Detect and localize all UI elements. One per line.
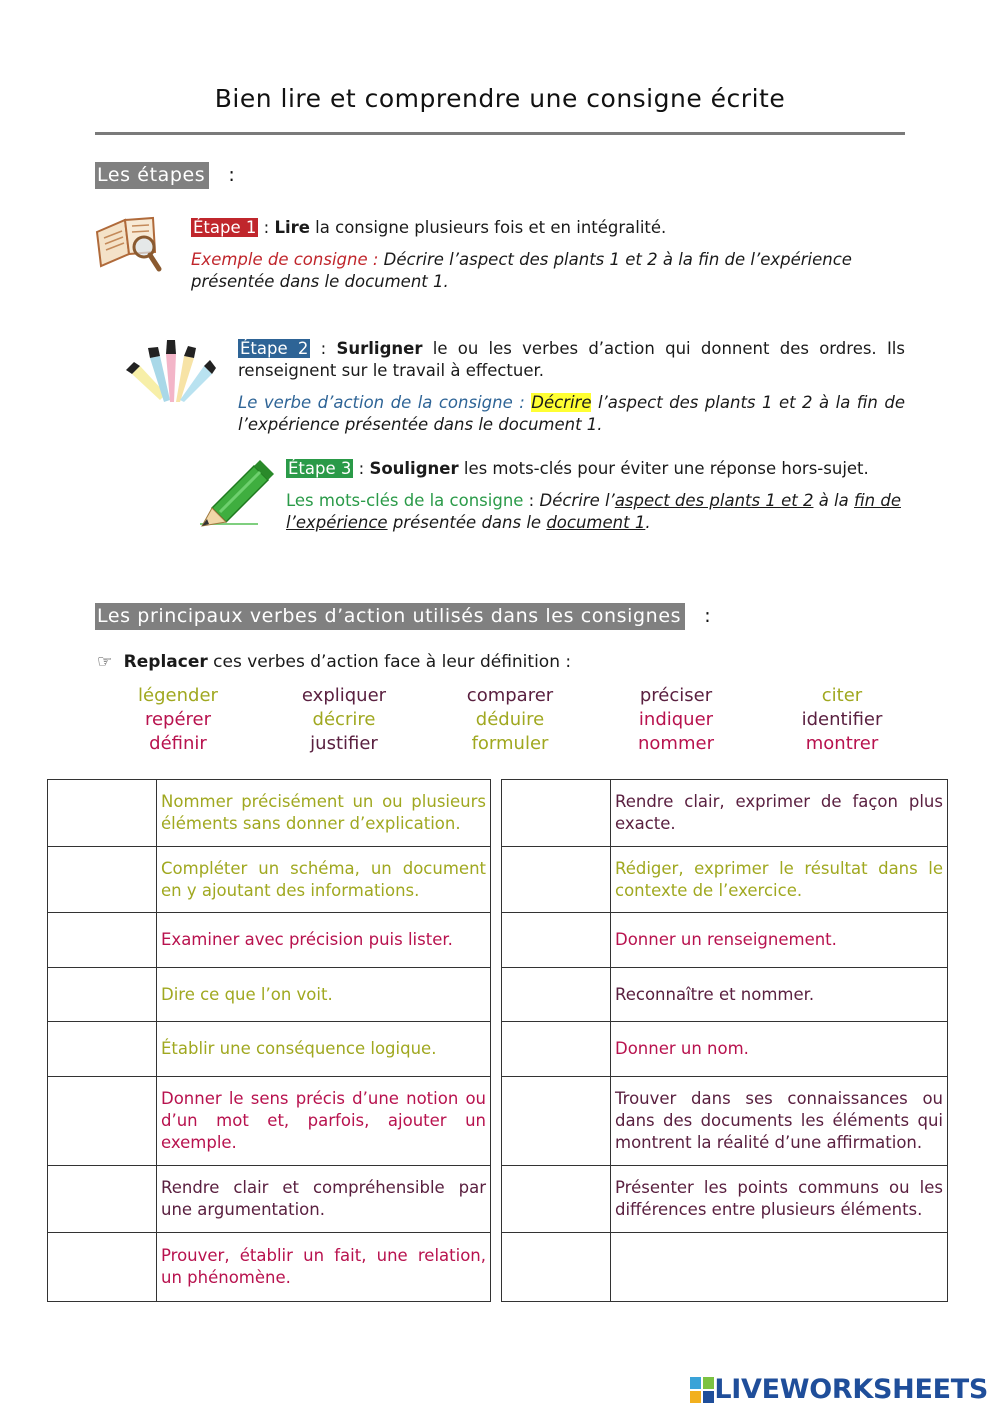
step-1 — [191, 217, 905, 293]
verbs-instruction — [97, 651, 571, 673]
section-etapes-label: Les étapes — [95, 162, 209, 189]
definition-cell: Rendre clair, exprimer de façon plus exacte. — [611, 780, 948, 847]
step-1-sep: : — [258, 218, 275, 237]
answer-cell[interactable] — [502, 1077, 611, 1166]
table-row — [502, 1077, 948, 1166]
verb-word: justifier — [310, 733, 378, 754]
verb-word: indiquer — [638, 709, 714, 730]
verb-word: expliquer — [301, 685, 387, 706]
step-2-verb: Surligner — [336, 339, 423, 358]
answer-cell[interactable] — [502, 1233, 611, 1302]
highlighters-icon — [124, 336, 216, 404]
step-3-verb: Souligner — [369, 459, 459, 478]
step-2-example-highlight: Décrire — [531, 393, 592, 412]
table-row — [502, 780, 948, 847]
step-2 — [238, 338, 905, 436]
verb-word: identifier — [801, 709, 883, 730]
step-3-keyword-2: fin de l’expérience — [286, 491, 901, 532]
verb-row — [95, 708, 925, 732]
page-title: Bien lire et comprendre une consigne écrite — [214, 84, 786, 113]
definition-cell: Compléter un schéma, un document en y ajoutant des informations. — [157, 847, 491, 913]
verb-word: repérer — [144, 709, 212, 730]
step-3-example-label: Les mots-clés de la consigne — [286, 491, 524, 510]
title-divider — [95, 132, 905, 135]
table-row — [48, 1022, 491, 1077]
verb-word: citer — [821, 685, 863, 706]
answer-cell[interactable] — [48, 780, 157, 847]
section-etapes-header — [95, 160, 235, 190]
definition-cell: Présenter les points communs ou les différences entre plusieurs éléments. — [611, 1166, 948, 1233]
verb-row — [95, 684, 925, 708]
left-definitions-table — [47, 779, 491, 1302]
definition-cell: Donner un renseignement. — [611, 913, 948, 968]
step-2-badge: Étape 2 — [240, 339, 309, 358]
definition-cell: Prouver, établir un fait, une relation, un phénomène. — [157, 1233, 491, 1302]
verb-word: montrer — [805, 733, 879, 754]
instruction-rest: ces verbes d’action face à leur définition : — [207, 652, 572, 672]
step-3-ex-d: . — [645, 513, 651, 532]
table-row — [48, 1233, 491, 1302]
table-row — [502, 968, 948, 1022]
answer-cell[interactable] — [48, 913, 157, 968]
liveworksheets-logo-icon — [690, 1377, 714, 1403]
verb-word-bank — [95, 684, 925, 756]
answer-cell[interactable] — [502, 968, 611, 1022]
table-row — [48, 847, 491, 913]
verb-word: déduire — [475, 709, 545, 730]
verb-word: décrire — [312, 709, 376, 730]
step-3-rest: les mots-clés pour éviter une réponse hors-sujet. — [458, 459, 869, 478]
answer-cell[interactable] — [502, 847, 611, 913]
answer-cell[interactable] — [502, 1166, 611, 1233]
book-magnifier-icon — [95, 214, 163, 274]
definition-cell: Donner un nom. — [611, 1022, 948, 1077]
step-1-rest: la consigne plusieurs fois et en intégralité. — [309, 218, 667, 237]
step-3-example — [286, 490, 905, 534]
verb-word: préciser — [639, 685, 713, 706]
section-verbs-label: Les principaux verbes d’action utilisés dans les consignes — [95, 603, 685, 630]
step-2-rest: le ou les verbes d’action qui donnent des ordres. Ils renseignent sur le travail à effectuer. — [238, 339, 905, 380]
definition-cell: Examiner avec précision puis lister. — [157, 913, 491, 968]
definition-cell — [611, 1233, 948, 1302]
table-row — [48, 1077, 491, 1166]
step-2-example-text: l’aspect des plants 1 et 2 à la fin de l’expérience présentée dans le document 1. — [238, 393, 905, 434]
step-3-ex-b: à la — [813, 491, 854, 510]
answer-cell[interactable] — [48, 1166, 157, 1233]
table-row — [502, 1022, 948, 1077]
answer-cell[interactable] — [48, 1022, 157, 1077]
answer-cell[interactable] — [48, 968, 157, 1022]
answer-cell[interactable] — [48, 1077, 157, 1166]
step-2-instruction — [238, 338, 905, 382]
definition-cell: Donner le sens précis d’une notion ou d’un mot et, parfois, ajouter un exemple. — [157, 1077, 491, 1166]
step-3-sep: : — [353, 459, 370, 478]
step-1-example-label: Exemple de consigne : — [191, 250, 379, 269]
verb-word: définir — [149, 733, 207, 754]
step-2-example — [238, 392, 905, 436]
answer-cell[interactable] — [502, 780, 611, 847]
pencil-icon — [198, 456, 276, 528]
step-1-verb: Lire — [274, 218, 310, 237]
step-3-keyword-3: document 1 — [546, 513, 646, 532]
table-row — [502, 1166, 948, 1233]
section-etapes-colon: : — [228, 164, 235, 186]
table-row — [48, 1166, 491, 1233]
definition-cell: Trouver dans ses connaissances ou dans des documents les éléments qui montrent la réalité d’une affirmation. — [611, 1077, 948, 1166]
pointer-hand-icon: ☞ — [97, 652, 113, 672]
step-2-example-label: Le verbe d’action de la consigne : — [238, 393, 532, 412]
step-3-ex-c: présentée dans le — [387, 513, 547, 532]
section-verbs-colon: : — [704, 605, 711, 627]
liveworksheets-logo: LIVEWORKSHEETS — [714, 1374, 988, 1405]
table-row — [502, 913, 948, 968]
definition-cell: Établir une conséquence logique. — [157, 1022, 491, 1077]
verb-word: formuler — [471, 733, 549, 754]
definition-cell: Reconnaître et nommer. — [611, 968, 948, 1022]
answer-cell[interactable] — [48, 1233, 157, 1302]
definition-cell: Rédiger, exprimer le résultat dans le contexte de l’exercice. — [611, 847, 948, 913]
answer-cell[interactable] — [48, 847, 157, 913]
table-row — [502, 1233, 948, 1302]
answer-cell[interactable] — [502, 1022, 611, 1077]
verb-row — [95, 732, 925, 756]
right-definitions-table — [501, 779, 948, 1302]
instruction-verb: Replacer — [123, 652, 208, 672]
verb-word: comparer — [466, 685, 554, 706]
verb-word: légender — [138, 685, 218, 706]
verb-word: nommer — [638, 733, 714, 754]
step-1-badge: Étape 1 — [193, 218, 257, 237]
table-row — [502, 847, 948, 913]
table-row — [48, 780, 491, 847]
table-row — [48, 913, 491, 968]
step-3-badge: Étape 3 — [288, 459, 352, 478]
step-3-ex-a: Décrire l’ — [539, 491, 615, 510]
definition-cell: Nommer précisément un ou plusieurs éléments sans donner d’explication. — [157, 780, 491, 847]
step-1-example-text: Décrire l’aspect des plants 1 et 2 à la fin de l’expérience présentée dans le document 1. — [191, 250, 852, 291]
answer-cell[interactable] — [502, 913, 611, 968]
step-3-example-colon: : — [523, 491, 540, 510]
step-3 — [286, 458, 905, 534]
step-1-example — [191, 249, 905, 293]
table-row — [48, 968, 491, 1022]
section-verbs-header — [95, 601, 711, 631]
step-1-instruction — [191, 217, 905, 239]
step-3-instruction — [286, 458, 905, 480]
definition-cell: Dire ce que l’on voit. — [157, 968, 491, 1022]
step-3-keyword-1: aspect des plants 1 et 2 — [614, 491, 814, 510]
definition-cell: Rendre clair et compréhensible par une argumentation. — [157, 1166, 491, 1233]
step-2-sep: : — [310, 339, 337, 358]
